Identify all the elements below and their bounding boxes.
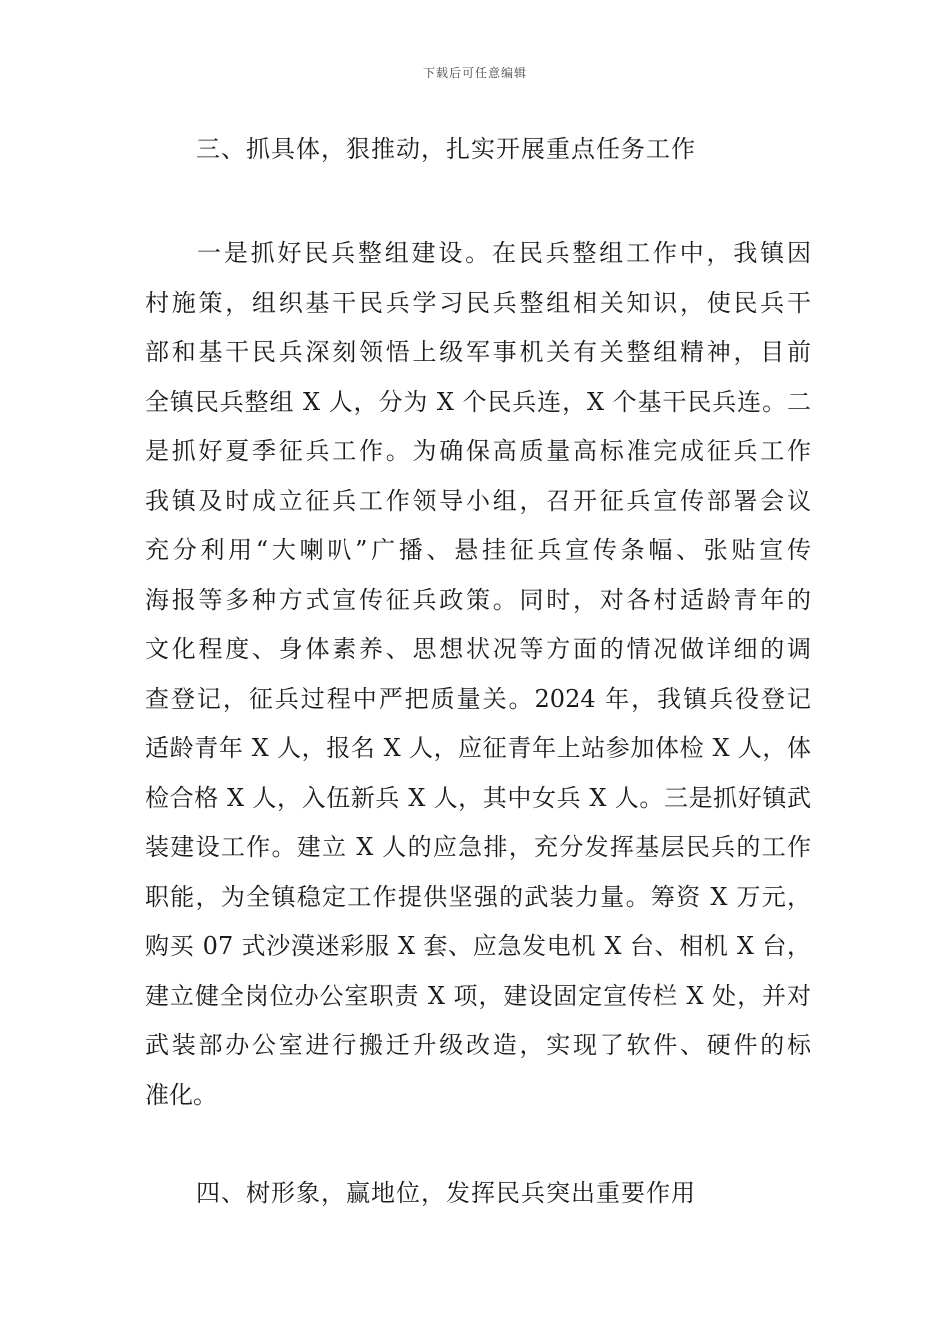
paragraph-line: 适龄青年 X 人，报名 X 人，应征青年上站参加体检 X 人，体: [145, 734, 811, 762]
paragraph-line: 购买 07 式沙漠迷彩服 X 套、应急发电机 X 台、相机 X 台，: [145, 932, 811, 960]
paragraph-line: 全镇民兵整组 X 人，分为 X 个民兵连，X 个基干民兵连。二: [145, 387, 811, 416]
paragraph-line: 准化。: [145, 1080, 217, 1109]
paragraph-line: 武装部办公室进行搬迁升级改造，实现了软件、硬件的标: [145, 1031, 811, 1059]
paragraph-line: 建立健全岗位办公室职责 X 项，建设固定宣传栏 X 处，并对: [145, 981, 811, 1010]
paragraph-line: 部和基干民兵深刻领悟上级军事机关有关整组精神，目前: [145, 338, 811, 366]
page-header-note: 下载后可任意编辑: [422, 66, 527, 80]
paragraph-line: 村施策，组织基干民兵学习民兵整组相关知识，使民兵干: [145, 288, 811, 317]
section-heading-3: 三、抓具体，狠推动，扎实开展重点任务工作: [196, 135, 696, 163]
section-heading-4: 四、树形象，赢地位，发挥民兵突出重要作用: [196, 1179, 696, 1207]
paragraph-line: 我镇及时成立征兵工作领导小组，召开征兵宣传部署会议: [145, 486, 811, 515]
paragraph-line: 文化程度、身体素养、思想状况等方面的情况做详细的调: [145, 635, 811, 663]
paragraph-line: 检合格 X 人，入伍新兵 X 人，其中女兵 X 人。三是抓好镇武: [145, 783, 811, 812]
paragraph-line: 装建设工作。建立 X 人的应急排，充分发挥基层民兵的工作: [145, 833, 811, 861]
paragraph-line: 是抓好夏季征兵工作。为确保高质量高标准完成征兵工作: [145, 437, 811, 465]
paragraph-line: 充分利用“大喇叭”广播、悬挂征兵宣传条幅、张贴宣传: [145, 536, 811, 564]
paragraph-line: 查登记，征兵过程中严把质量关。2024 年，我镇兵役登记: [145, 684, 811, 713]
paragraph-line: 一是抓好民兵整组建设。在民兵整组工作中，我镇因: [197, 239, 811, 267]
paragraph-line: 职能，为全镇稳定工作提供坚强的武装力量。筹资 X 万元，: [145, 882, 811, 911]
paragraph-line: 海报等多种方式宣传征兵政策。同时，对各村适龄青年的: [145, 585, 811, 614]
section-3-paragraph: [145, 229, 811, 1120]
